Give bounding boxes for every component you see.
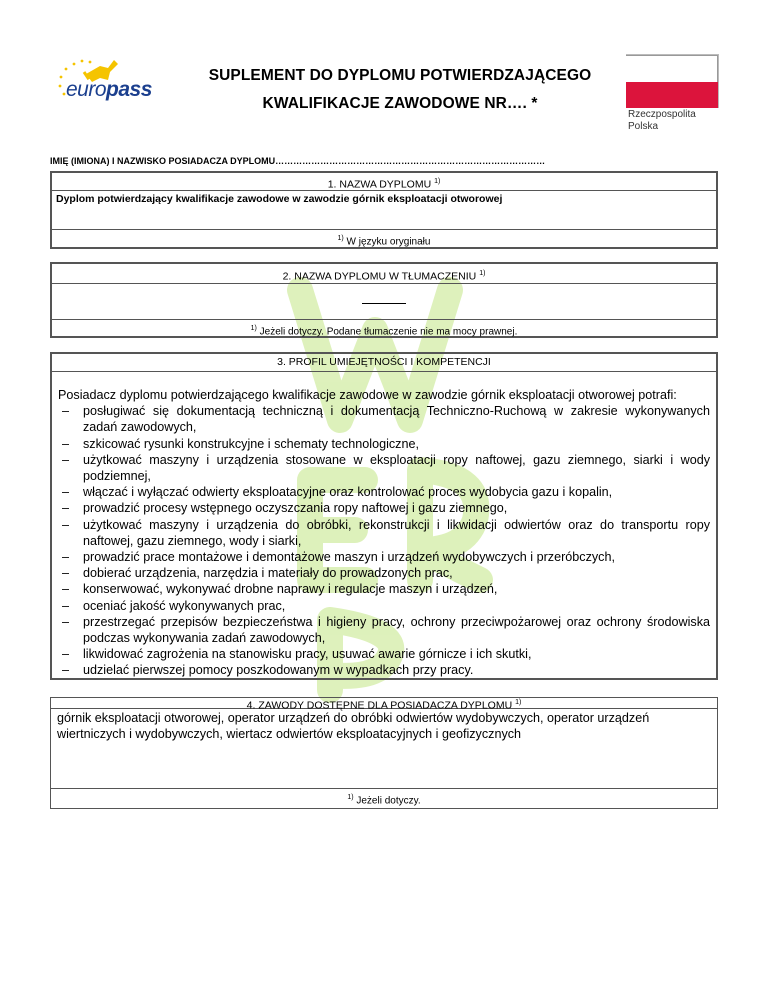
skill-list-item: – użytkować maszyny i urządzenia do obróbki, rekonstrukcji i likwidacji odwiertów oraz do transportu ropy naftowej, gazu ziemnego, wody i siarki, [58, 517, 710, 549]
section-1-footnote: $^{1)}$ W języku oryginału [52, 229, 716, 248]
section-3-heading: 3. PROFIL UMIEJĘTNOŚCI I KOMPETENCJI [52, 354, 716, 372]
empty-translation-line [362, 303, 406, 304]
section-diploma-name [50, 171, 718, 249]
skill-list-item: – posługiwać się dokumentacją techniczną i dokumentacją Techniczno-Ruchową w zakresie wykonywanych zadań zawodowych, [58, 403, 710, 435]
skill-list-item: – włączać i wyłączać odwierty eksploatacyjne oraz kontrolować proces wydobycia gazu i kopalin, [58, 484, 710, 500]
skill-list-item: – prowadzić prace montażowe i demontażowe maszyn i urządzeń wydobywczych i przeróbczych, [58, 549, 710, 565]
skill-list-item: – szkicować rysunki konstrukcyjne i schematy technologiczne, [58, 436, 710, 452]
section-3-intro: Posiadacz dyplomu potwierdzającego kwalifikacje zawodowe w zawodzie górnik eksploatacji otworowej potrafi: [58, 388, 677, 402]
skill-list-item: – przestrzegać przepisów bezpieczeństwa i higieny pracy, ochrony przeciwpożarowej oraz ochrony środowiska podczas wykonywania zadań zawodowych, [58, 614, 710, 646]
poland-flag [626, 54, 719, 108]
skill-list-item: – konserwować, wykonywać drobne naprawy i regulacje maszyn i urządzeń, [58, 581, 710, 597]
skill-list-item: – udzielać pierwszej pomocy poszkodowanym w wypadkach przy pracy. [58, 662, 710, 678]
title-line-1: SUPLEMENT DO DYPLOMU POTWIERDZAJĄCEGO [208, 67, 592, 84]
section-4-heading: 4. ZAWODY DOSTĘPNE DLA POSIADACZA DYPLOMU $^{1)}$ [51, 695, 717, 709]
skills-list [58, 403, 710, 678]
skill-list-item: – oceniać jakość wykonywanych prac, [58, 598, 710, 614]
skill-list-item: – dobierać urządzenia, narzędzia i materiały do prowadzonych prac, [58, 565, 710, 581]
europass-wordmark: europass [66, 78, 152, 101]
section-4-content: górnik eksploatacji otworowej, operator urządzeń do obróbki odwiertów wydobywczych, operator urządzeń wiertniczych i wydobywczych, wiertacz odwiertów eksploatacyjnych i geofizycznych [57, 711, 650, 742]
section-2-heading: 2. NAZWA DYPLOMU W TŁUMACZENIU $^{1)}$ [52, 264, 716, 284]
section-translated-name [50, 262, 718, 338]
country-name: Rzeczpospolita Polska [628, 109, 696, 132]
section-1-content: Dyplom potwierdzający kwalifikacje zawodowe w zawodzie górnik eksploatacji otworowej [56, 193, 503, 205]
skill-list-item: – prowadzić procesy wstępnego oczyszczania ropy naftowej i gazu ziemnego, [58, 500, 710, 516]
section-4-footnote: $^{1)}$ Jeżeli dotyczy. [51, 788, 717, 807]
section-skills-profile [50, 352, 718, 680]
section-available-occupations [50, 697, 718, 809]
title-line-2: KWALIFIKACJE ZAWODOWE NR…. * [262, 95, 538, 112]
section-2-footnote: $^{1)}$ Jeżeli dotyczy. Podane tłumaczenie nie ma mocy prawnej. [52, 319, 716, 337]
section-1-heading: 1. NAZWA DYPLOMU $^{1)}$ [52, 173, 716, 191]
holder-name-field[interactable]: IMIĘ (IMIONA) I NAZWISKO POSIADACZA DYPLOMU……………………………………………………………………………… [50, 156, 546, 166]
page-title [180, 62, 620, 118]
skill-list-item: – użytkować maszyny i urządzenia stosowane w eksploatacji ropy naftowej, gazu ziemnego, siarki i wody podziemnej, [58, 452, 710, 484]
skill-list-item: – likwidować zagrożenia na stanowisku pracy, usuwać awarie górnicze i ich skutki, [58, 646, 710, 662]
